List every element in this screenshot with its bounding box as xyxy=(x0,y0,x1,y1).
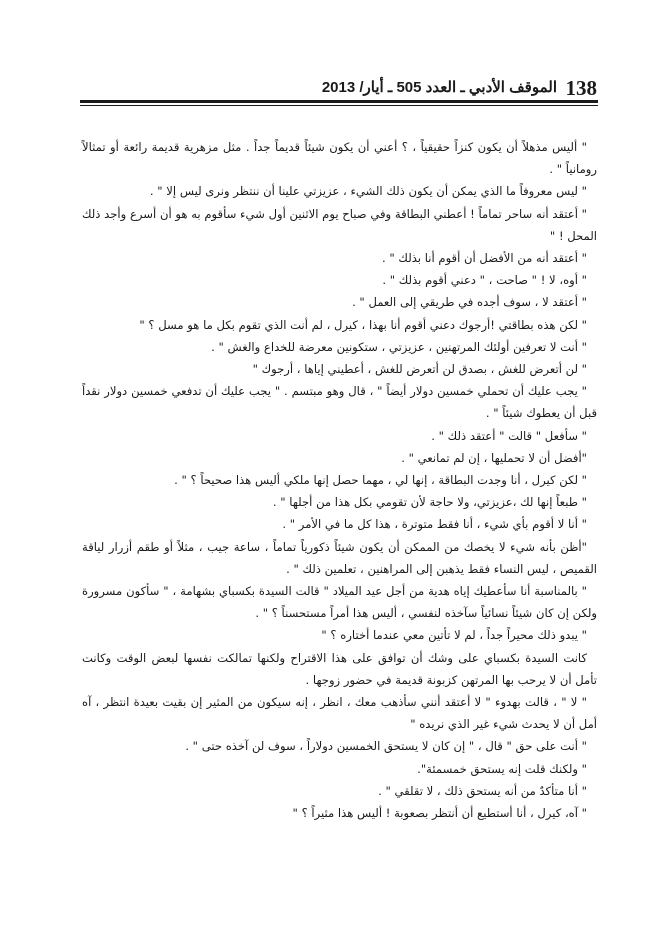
paragraph: " ليس معروفاً ما الذي يمكن أن يكون ذلك الشيء ، عزيزتي علينا أن ننتظر ونرى ليس إلا " . xyxy=(149,184,587,199)
paragraph: " ولكنك قلت إنه يستحق خمسمئة". xyxy=(417,761,587,776)
paragraph: " يجب عليك أن تحملي خمسين دولار أيضاً " ، قال وهو مبتسم . " يجب عليك أن تدفعي خمسين دولار نقداً قبل أن يعطوك شيئاً " . xyxy=(82,384,597,421)
paragraph: " أنا متأكدٌ من أنه يستحق ذلك ، لا تقلقي " . xyxy=(378,783,587,798)
paragraph: " يبدو ذلك محيراً جداً ، لم لا تأتين معي عندما أختاره ؟ " xyxy=(321,628,587,643)
paragraph: " أعتقد لا ، سوف أجده في طريقي إلى العمل " . xyxy=(352,295,587,310)
story-text xyxy=(82,136,597,824)
paragraph: " طبعاً إنها لك ،عزيزتي، ولا حاجة لأن تقومي بكل هذا من أجلها " . xyxy=(272,495,587,510)
paragraph: "أظن بأنه شيء لا يخصك من الممكن أن يكون شيئاً ذكورياً تماماً ، ساعة جيب ، مثلاً أو طقم أزرار لياقة القميص ، ليس النساء فقط يذهبن إلى المراهنين ، تعلمين ذلك " . xyxy=(82,539,597,576)
paragraph: " أنت لا تعرفين أولئك المرتهنين ، عزيزتي ، ستكونين معرضة للخداع والغش " . xyxy=(211,339,587,354)
paragraph: " أعتقد أنه من الأفضل أن أقوم أنا بذلك " . xyxy=(382,251,587,266)
running-title: الموقف الأدبي ـ العدد 505 ـ أيار/ 2013 xyxy=(321,79,557,96)
paragraph: " أعتقد أنه ساحر تماماً ! أعطني البطاقة وفي صباح يوم الاثنين أول شيء سأقوم به هو أن أسرع وأجد ذلك المحل ! " xyxy=(82,206,597,243)
paragraph: " أنت على حق " قال ، " إن كان لا يستحق الخمسين دولاراً ، سوف لن آخذه حتى " . xyxy=(185,739,587,754)
paragraph: " سأفعل " قالت " أعتقد ذلك " . xyxy=(431,428,587,443)
paragraph: " لن أتعرض للغش ، بصدق لن أتعرض للغش ، أعطيني إياها ، أرجوك " xyxy=(252,362,587,377)
paragraph: "أفضل أن لا تحمليها ، إن لم تمانعي " . xyxy=(401,450,587,465)
header-rule-thin xyxy=(80,105,598,106)
paragraph: " لكن هذه بطاقتي !أرجوك دعني أقوم أنا بهذا ، كيرل ، لم أنت الذي تقوم بكل ما هو مسل ؟ " xyxy=(139,317,587,332)
paragraph: " آه، كيرل ، أنا أستطيع أن أنتظر بصعوبة ! أليس هذا مثيراً ؟ " xyxy=(292,806,587,821)
paragraph: " أوه، لا ! " صاحت ، " دعني أقوم بذلك " . xyxy=(382,273,587,288)
paragraph: " لكن كيرل ، أنا وجدت البطاقة ، إنها لي ، مهما حصل إنها ملكي أليس هذا صحيحاً ؟ " . xyxy=(174,473,587,488)
paragraph: " بالمناسبة أنا سأعطيك إياه هدية من أجل عيد الميلاد " قالت السيدة بكسباي بشهامة ، " سأكون مسرورة ولكن إن كان شيئاً نسائياً سآخذه لنفسي ، أليس هذا أمراً مستحسناً ؟ " . xyxy=(82,584,597,621)
paragraph: " لا " ، قالت بهدوء " لا أعتقد أنني سأذهب معك ، انظر ، إنه سيكون من المثير إن بقيت بعيدة انتظر ، آه أمل أن لا يحدث شيء غير الذي نريده " xyxy=(82,695,597,732)
page-header xyxy=(0,70,661,104)
page-number: 138 xyxy=(565,76,597,100)
paragraph: كانت السيدة بكسباي على وشك أن توافق على هذا الاقتراح ولكنها تمالكت نفسها لبعض الوقت وكانت تأمل أن لا يرحب بها المرتهن كزبونة قديمة في حضور زوجها . xyxy=(82,650,597,687)
paragraph: " أنا لا أقوم بأي شيء ، أنا فقط متوترة ، هذا كل ما في الأمر " . xyxy=(282,517,587,532)
header-rule xyxy=(80,100,598,103)
paragraph: " أليس مذهلاً أن يكون كنزاً حقيقياً ، ؟ أعني أن يكون شيئاً قديماً جداً . مثل مزهرية قديمة رائعة أو تمثالاً رومانياً " . xyxy=(82,140,597,177)
